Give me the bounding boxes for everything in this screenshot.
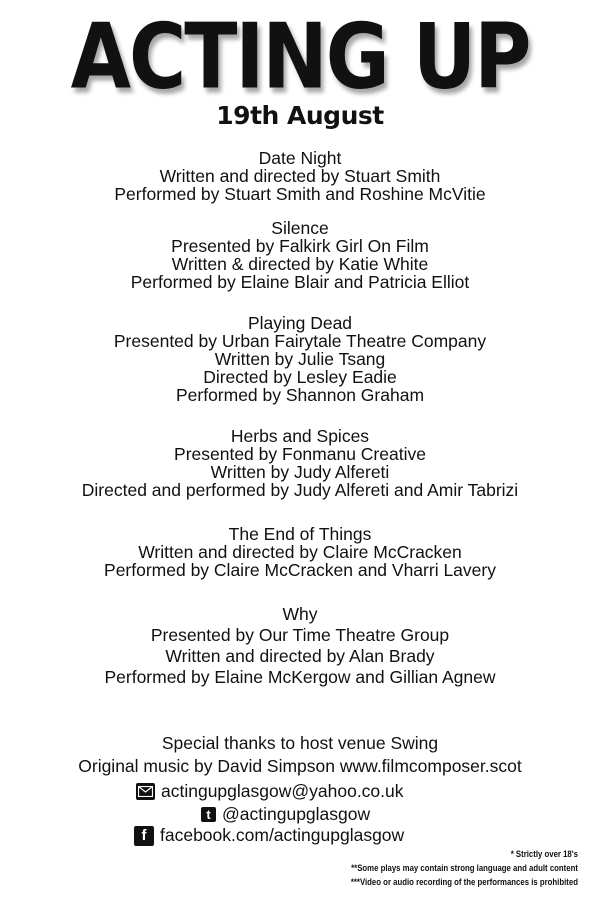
email-icon [136,783,155,800]
email-address: actingupglasgow@yahoo.co.uk [161,781,404,801]
play-credit: Presented by Falkirk Girl On Film [171,236,429,256]
poster-title: ACTING UP [70,6,530,110]
play-credit: Performed by Stuart Smith and Roshine McVitie [114,184,486,204]
play-credit: Presented by Urban Fairytale Theatre Company [113,331,487,351]
music-credit: Original music by David Simpson www.filmcomposer.scot [78,756,522,776]
play-credit: Directed by Lesley Eadie [203,367,397,387]
play-title: Playing Dead [247,313,353,333]
play-date-night [0,149,600,203]
recording-note: ***Video or audio recording of the performances is prohibited [350,877,578,888]
play-playing-dead [0,314,600,404]
facebook-icon: f [134,826,154,846]
play-title: The End of Things [228,524,372,544]
facebook-url: facebook.com/actingupglasgow [160,825,405,845]
play-credit: Written & directed by Katie White [171,254,429,274]
play-credit: Directed and performed by Judy Alfereti and Amir Tabrizi [81,480,519,500]
play-credit: Performed by Claire McCracken and Vharri Lavery [104,560,496,580]
disclaimer-notes [351,848,578,890]
play-title: Silence [271,218,329,238]
play-credit: Presented by Our Time Theatre Group [150,625,450,645]
content-warning-note: **Some plays may contain strong language and adult content [351,863,578,874]
play-the-end-of-things [0,525,600,579]
play-title: Why [282,604,318,624]
twitter-icon: t [201,807,216,822]
play-credit: Presented by Fonmanu Creative [174,444,426,464]
play-silence [0,219,600,291]
play-credit: Written and directed by Alan Brady [165,646,435,666]
play-credit: Written and directed by Claire McCracken [138,542,462,562]
play-credit: Written by Julie Tsang [214,349,386,369]
twitter-contact[interactable] [201,804,370,825]
age-note: * Strictly over 18's [510,849,578,860]
play-credit: Written and directed by Stuart Smith [159,166,441,186]
play-title: Date Night [258,148,342,168]
play-credit: Performed by Elaine Blair and Patricia Elliot [130,272,470,292]
twitter-handle: @actingupglasgow [222,804,371,824]
play-credit: Written by Judy Alfereti [210,462,390,482]
play-herbs-and-spices [0,427,600,499]
play-why [0,604,600,688]
play-title: Herbs and Spices [230,426,370,446]
play-credit: Performed by Elaine McKergow and Gillian Agnew [104,667,496,687]
venue-thanks: Special thanks to host venue Swing [161,733,439,753]
facebook-contact[interactable] [134,825,404,846]
event-date: 19th August [216,101,384,130]
email-contact[interactable] [136,781,404,802]
play-credit: Performed by Shannon Graham [175,385,425,405]
